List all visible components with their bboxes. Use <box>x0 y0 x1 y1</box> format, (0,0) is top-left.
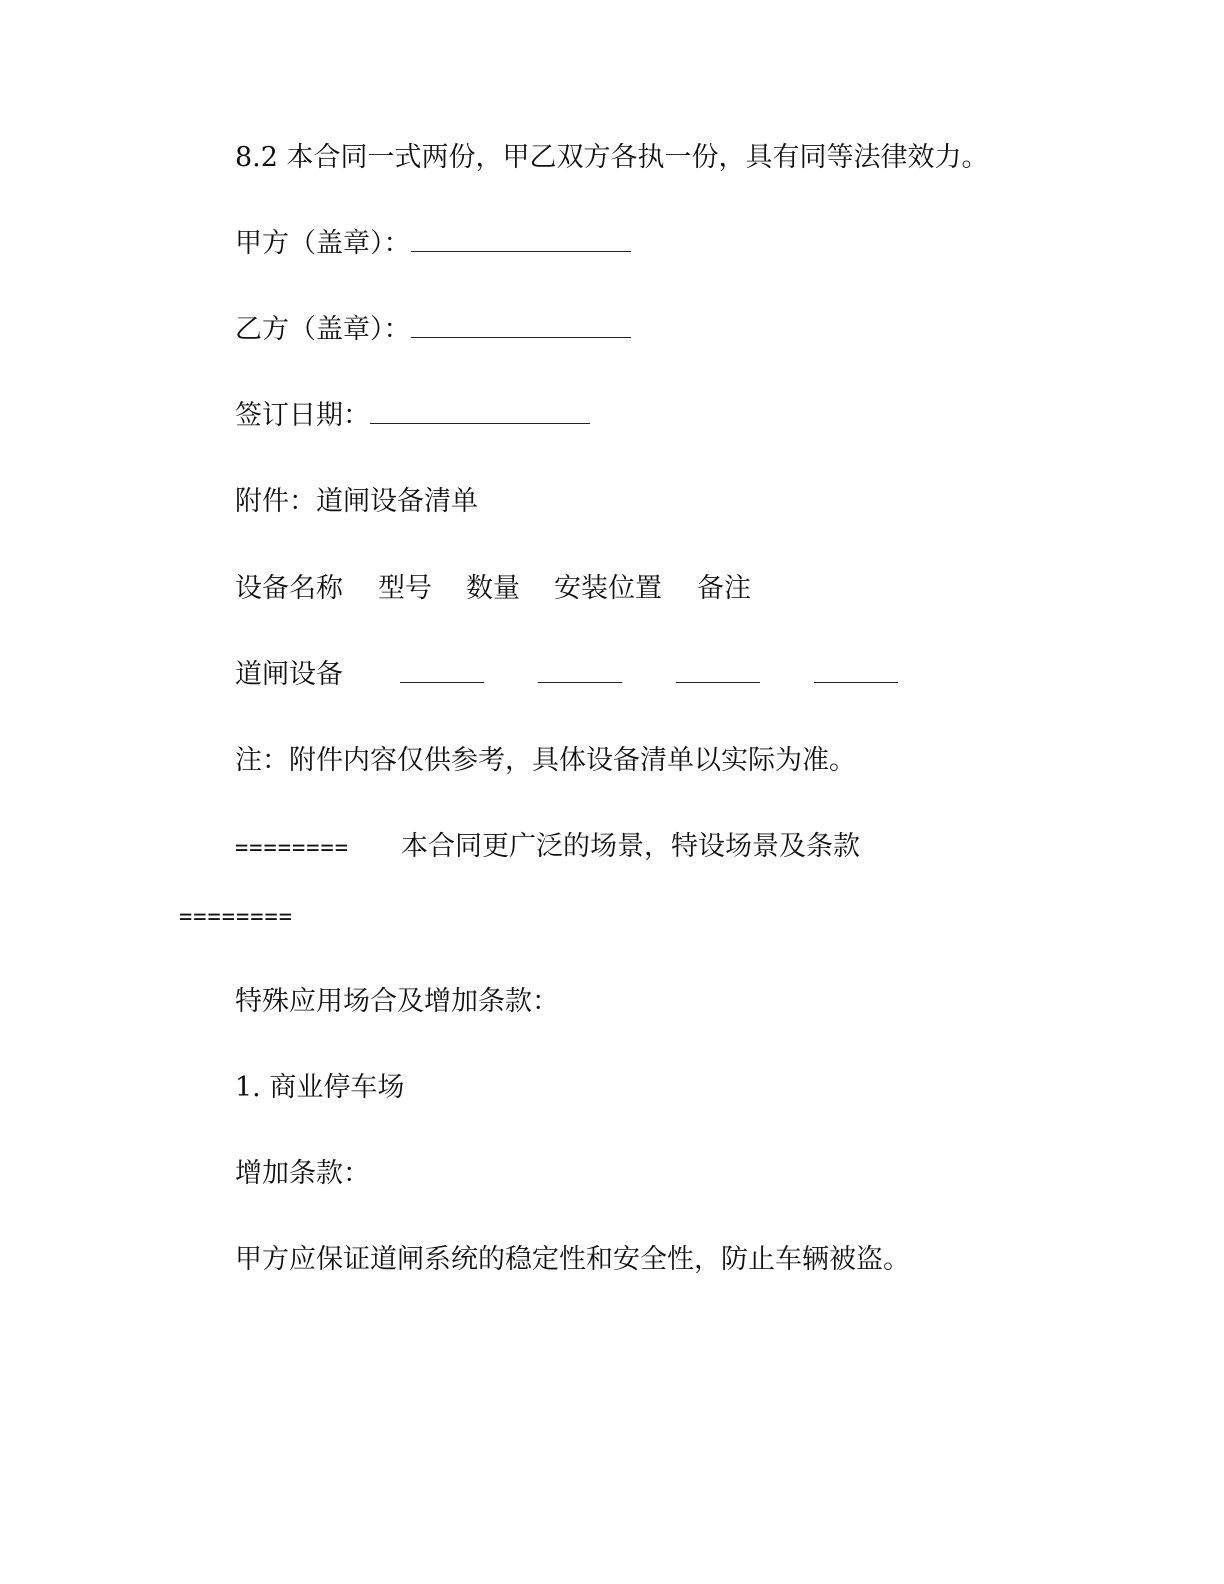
sign-date-label: 签订日期： <box>235 400 370 431</box>
party-a-blank <box>411 229 631 252</box>
sign-date-blank <box>370 401 590 424</box>
separator-text: 本合同更广泛的场景，特设场景及条款 <box>400 831 860 862</box>
table-row <box>235 657 898 693</box>
party-a-label: 甲方（盖章）： <box>235 228 411 259</box>
clause-8-2: 8.2 本合同一式两份，甲乙双方各执一份，具有同等法律效力。 <box>235 142 989 173</box>
separator-left: ======== <box>235 836 349 861</box>
party-b-label: 乙方（盖章）： <box>235 314 411 345</box>
header-remarks: 备注 <box>697 573 751 604</box>
special-heading: 特殊应用场合及增加条款： <box>235 986 559 1017</box>
separator-line-continued <box>179 898 293 936</box>
row-quantity-blank <box>538 660 622 683</box>
header-model: 型号 <box>378 573 432 604</box>
separator-line <box>235 829 860 867</box>
attachment-note: 注：附件内容仅供参考，具体设备清单以实际为准。 <box>235 745 856 776</box>
party-a-signature-line <box>235 226 631 262</box>
sign-date-line <box>235 398 590 434</box>
table-header-row <box>235 571 751 607</box>
row-device-label: 道闸设备 <box>235 659 343 690</box>
header-device-name: 设备名称 <box>235 573 343 604</box>
attachment-title: 附件：道闸设备清单 <box>235 486 478 517</box>
header-quantity: 数量 <box>466 573 520 604</box>
row-location-blank <box>676 660 760 683</box>
added-clause-text: 甲方应保证道闸系统的稳定性和安全性，防止车辆被盗。 <box>235 1244 910 1275</box>
header-install-location: 安装位置 <box>554 573 662 604</box>
separator-right: ======== <box>179 905 293 930</box>
item-1: 1. 商业停车场 <box>235 1072 405 1103</box>
row-remarks-blank <box>814 660 898 683</box>
row-model-blank <box>400 660 484 683</box>
party-b-signature-line <box>235 312 631 348</box>
party-b-blank <box>411 315 631 338</box>
added-clause-label: 增加条款： <box>235 1158 370 1189</box>
